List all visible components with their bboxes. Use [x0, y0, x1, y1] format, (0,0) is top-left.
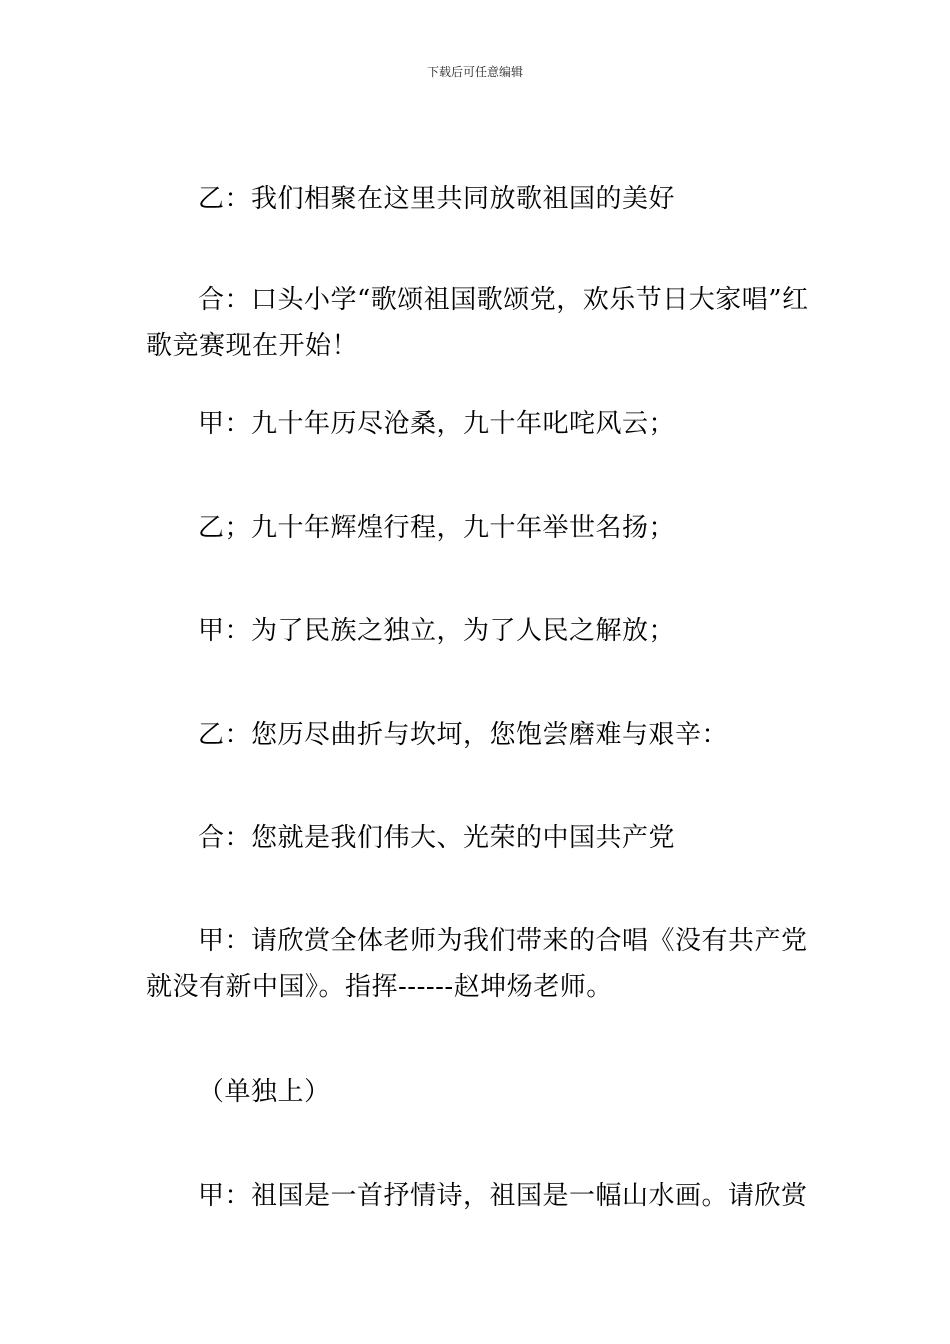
script-line-8: 甲：请欣赏全体老师为我们带来的合唱《没有共产党就没有新中国》。指挥------赵坤炀老师。 — [146, 926, 808, 1002]
script-line-5: 甲：为了民族之独立，为了人民之解放； — [198, 616, 676, 646]
stage-direction: （单独上） — [198, 1077, 331, 1107]
script-line-9: 甲：祖国是一首抒情诗，祖国是一幅山水画。请欣赏 — [198, 1181, 808, 1211]
script-line-2: 合：口头小学“歌颂祖国歌颂党，欢乐节日大家唱”红歌竞赛现在开始！ — [146, 285, 809, 361]
script-line-3: 甲：九十年历尽沧桑，九十年叱咤风云； — [198, 409, 676, 439]
script-line-6: 乙：您历尽曲折与坎坷，您饱尝磨难与艰辛： — [198, 720, 729, 750]
page-header: 下载后可任意编辑 — [426, 65, 523, 79]
script-line-7: 合：您就是我们伟大、光荣的中国共产党 — [198, 823, 676, 853]
script-line-1: 乙：我们相聚在这里共同放歌祖国的美好 — [198, 184, 676, 214]
script-line-4: 乙；九十年辉煌行程，九十年举世名扬； — [198, 513, 676, 543]
